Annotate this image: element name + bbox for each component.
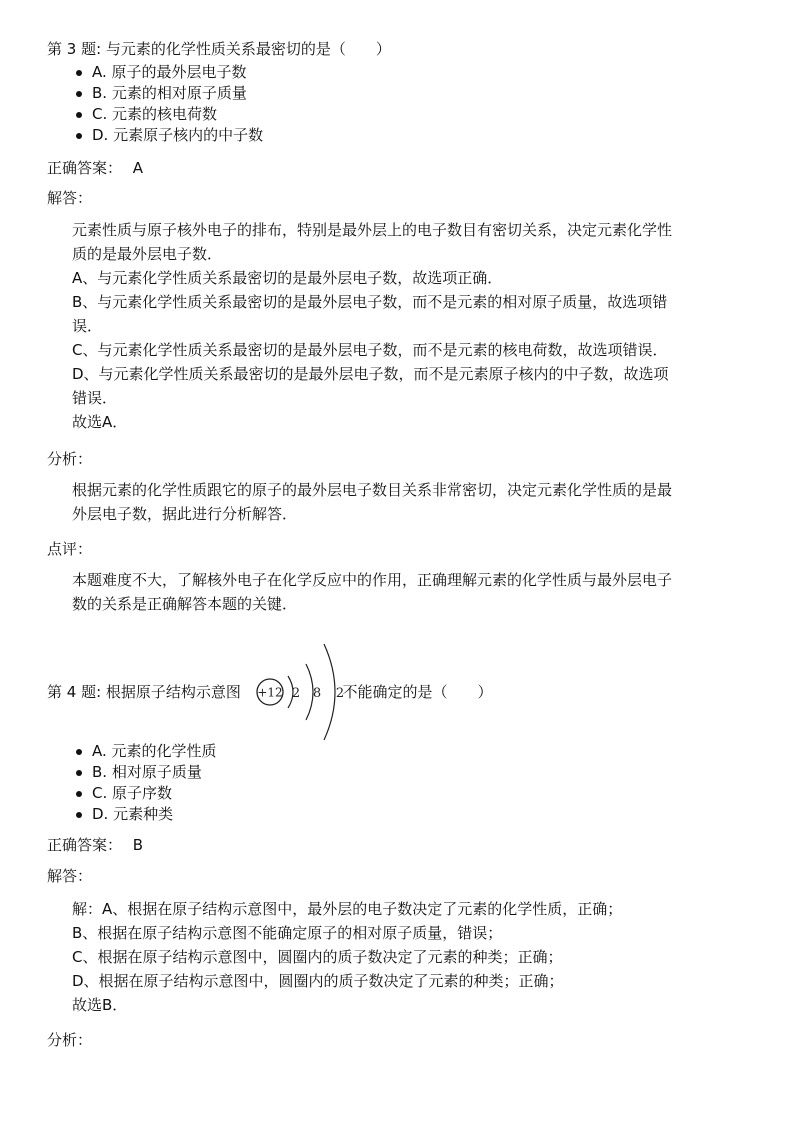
q3-fenxi-line: 外层电子数，据此进行分析解答． — [72, 505, 298, 523]
q3-fenxi-body — [72, 478, 760, 526]
q3-jieda-line: 元素性质与原子核外电子的排布，特别是最外层上的电子数目有密切关系，决定元素化学性 — [72, 221, 673, 239]
q3-jieda-line: B、与元素化学性质关系最密切的是最外层电子数，而不是元素的相对原子质量，故选项错 — [72, 293, 668, 311]
q4-option-d: D. 元素种类 — [76, 804, 217, 825]
atom-structure-diagram — [254, 640, 350, 744]
shell-electron-count-1: 2 — [291, 686, 301, 701]
q3-jieda-line: 误． — [72, 317, 103, 335]
q3-jieda-line: C、与元素化学性质关系最密切的是最外层电子数，而不是元素的核电荷数，故选项错误． — [72, 341, 668, 359]
q4-answer-value: B — [132, 836, 144, 854]
q4-fenxi-label: 分析： — [47, 1031, 93, 1049]
q3-jieda-line: 故选A． — [72, 413, 128, 431]
q3-dianping-body — [72, 568, 760, 616]
q4-jieda-body — [72, 897, 760, 1017]
q3-jieda-line: A、与元素化学性质关系最密切的是最外层电子数，故选项正确． — [72, 269, 503, 287]
nucleus-charge: +12 — [257, 685, 283, 700]
q4-option-b: B. 相对原子质量 — [76, 762, 217, 783]
q4-jieda-line: 故选B． — [72, 996, 128, 1014]
q3-dianping-line: 数的关系是正确解答本题的关键． — [72, 595, 298, 613]
q3-answer-label: 正确答案： — [47, 159, 123, 177]
q3-answer — [47, 157, 143, 178]
q4-options-list — [76, 741, 217, 825]
q4-jieda-line: B、根据在原子结构示意图不能确定原子的相对原子质量，错误； — [72, 924, 503, 942]
q4-jieda-line: 解：A、根据在原子结构示意图中，最外层的电子数决定了元素的化学性质，正确； — [72, 900, 623, 918]
q3-fenxi-line: 根据元素的化学性质跟它的原子的最外层电子数目关系非常密切，决定元素化学性质的是最 — [72, 481, 673, 499]
shell-electron-count-2: 8 — [312, 686, 322, 701]
q4-title-suffix: 不能确定的是（ ） — [342, 683, 493, 701]
q4-option-a: A. 元素的化学性质 — [76, 741, 217, 762]
q3-jieda-line: 错误． — [72, 389, 118, 407]
q3-jieda-line: 质的是最外层电子数． — [72, 245, 223, 263]
q3-dianping-label: 点评： — [47, 540, 93, 558]
shell-electron-count-3: 2 — [335, 686, 345, 701]
electron-shell-arc-3 — [324, 644, 335, 740]
q4-jieda-label: 解答： — [47, 867, 93, 885]
q4-title-prefix: 第 4 题: 根据原子结构示意图 — [47, 683, 241, 701]
q3-options-list — [76, 62, 263, 146]
q4-jieda-line: D、根据在原子结构示意图中，圆圈内的质子数决定了元素的种类；正确； — [72, 972, 564, 990]
q3-dianping-line: 本题难度不大，了解核外电子在化学反应中的作用，正确理解元素的化学性质与最外层电子 — [72, 571, 673, 589]
q3-jieda-line: D、与元素化学性质关系最密切的是最外层电子数，而不是元素原子核内的中子数，故选项 — [72, 365, 669, 383]
q3-option-a: A. 原子的最外层电子数 — [76, 62, 263, 83]
q3-jieda-label: 解答： — [47, 189, 93, 207]
q3-jieda-body — [72, 218, 760, 434]
q4-answer — [47, 834, 143, 855]
q3-fenxi-label: 分析： — [47, 450, 93, 468]
q4-answer-label: 正确答案： — [47, 836, 123, 854]
q4-option-c: C. 原子序数 — [76, 783, 217, 804]
q3-option-d: D. 元素原子核内的中子数 — [76, 125, 263, 146]
q3-answer-value: A — [132, 159, 144, 177]
q3-option-b: B. 元素的相对原子质量 — [76, 83, 263, 104]
q3-option-c: C. 元素的核电荷数 — [76, 104, 263, 125]
q4-jieda-line: C、根据在原子结构示意图中，圆圈内的质子数决定了元素的种类；正确； — [72, 948, 563, 966]
q3-title: 第 3 题: 与元素的化学性质关系最密切的是（ ） — [47, 40, 391, 58]
